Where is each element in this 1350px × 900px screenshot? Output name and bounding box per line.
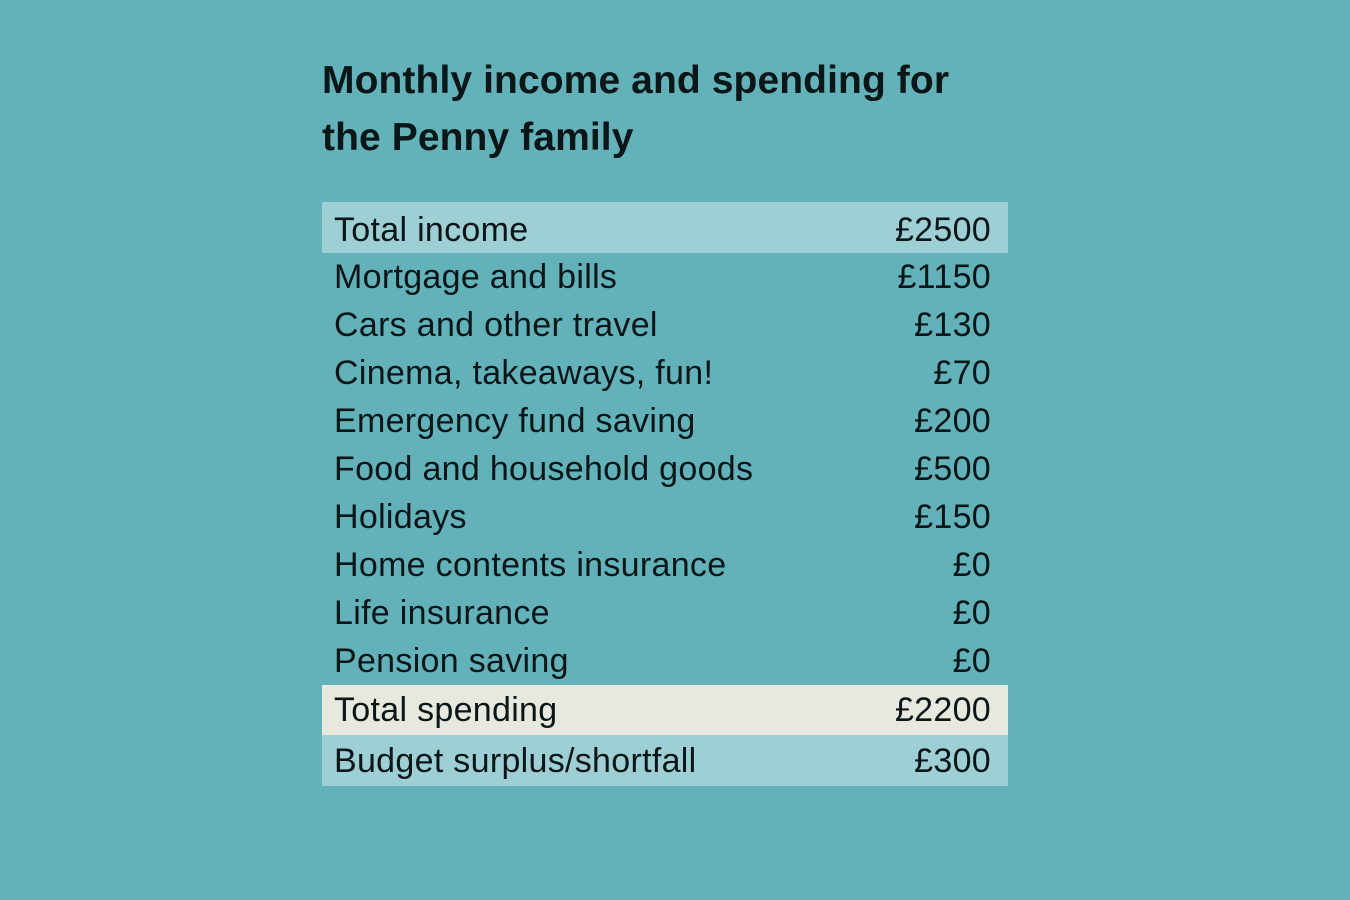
budget-panel: [322, 52, 1008, 780]
row-amount: £70: [933, 353, 991, 392]
row-label: Food and household goods: [334, 449, 754, 488]
row-amount: £500: [914, 449, 991, 488]
row-label: Budget surplus/shortfall: [334, 742, 697, 780]
row-label: Pension saving: [334, 641, 569, 680]
row-label: Life insurance: [334, 593, 550, 632]
page-title: Monthly income and spending for the Penny family: [322, 59, 950, 159]
table-row: [322, 397, 1008, 445]
row-amount: £1150: [897, 257, 991, 296]
budget-table: [322, 202, 1008, 786]
table-row: [322, 301, 1008, 349]
row-amount: £130: [914, 305, 991, 344]
row-amount: £2200: [894, 690, 991, 729]
row-amount: £200: [914, 401, 991, 440]
budget-surplus-row: [322, 735, 1008, 786]
row-amount: £0: [952, 593, 991, 632]
row-label: Emergency fund saving: [334, 401, 696, 440]
row-amount: £0: [952, 545, 991, 584]
row-label: Total income: [334, 211, 529, 249]
row-label: Holidays: [334, 497, 467, 536]
total-income-row: [322, 202, 1008, 253]
table-row: [322, 253, 1008, 301]
row-label: Cinema, takeaways, fun!: [334, 353, 714, 392]
table-row: [322, 589, 1008, 637]
row-label: Mortgage and bills: [334, 257, 618, 296]
table-row: [322, 493, 1008, 541]
table-row: [322, 637, 1008, 685]
row-label: Total spending: [334, 690, 558, 729]
row-amount: £0: [952, 641, 991, 680]
row-label: Home contents insurance: [334, 545, 727, 584]
table-row: [322, 445, 1008, 493]
row-label: Cars and other travel: [334, 305, 658, 344]
table-row: [322, 541, 1008, 589]
row-amount: £150: [914, 497, 991, 536]
total-spending-row: [322, 685, 1008, 735]
row-amount: £2500: [894, 211, 991, 249]
row-amount: £300: [914, 742, 991, 780]
table-row: [322, 349, 1008, 397]
